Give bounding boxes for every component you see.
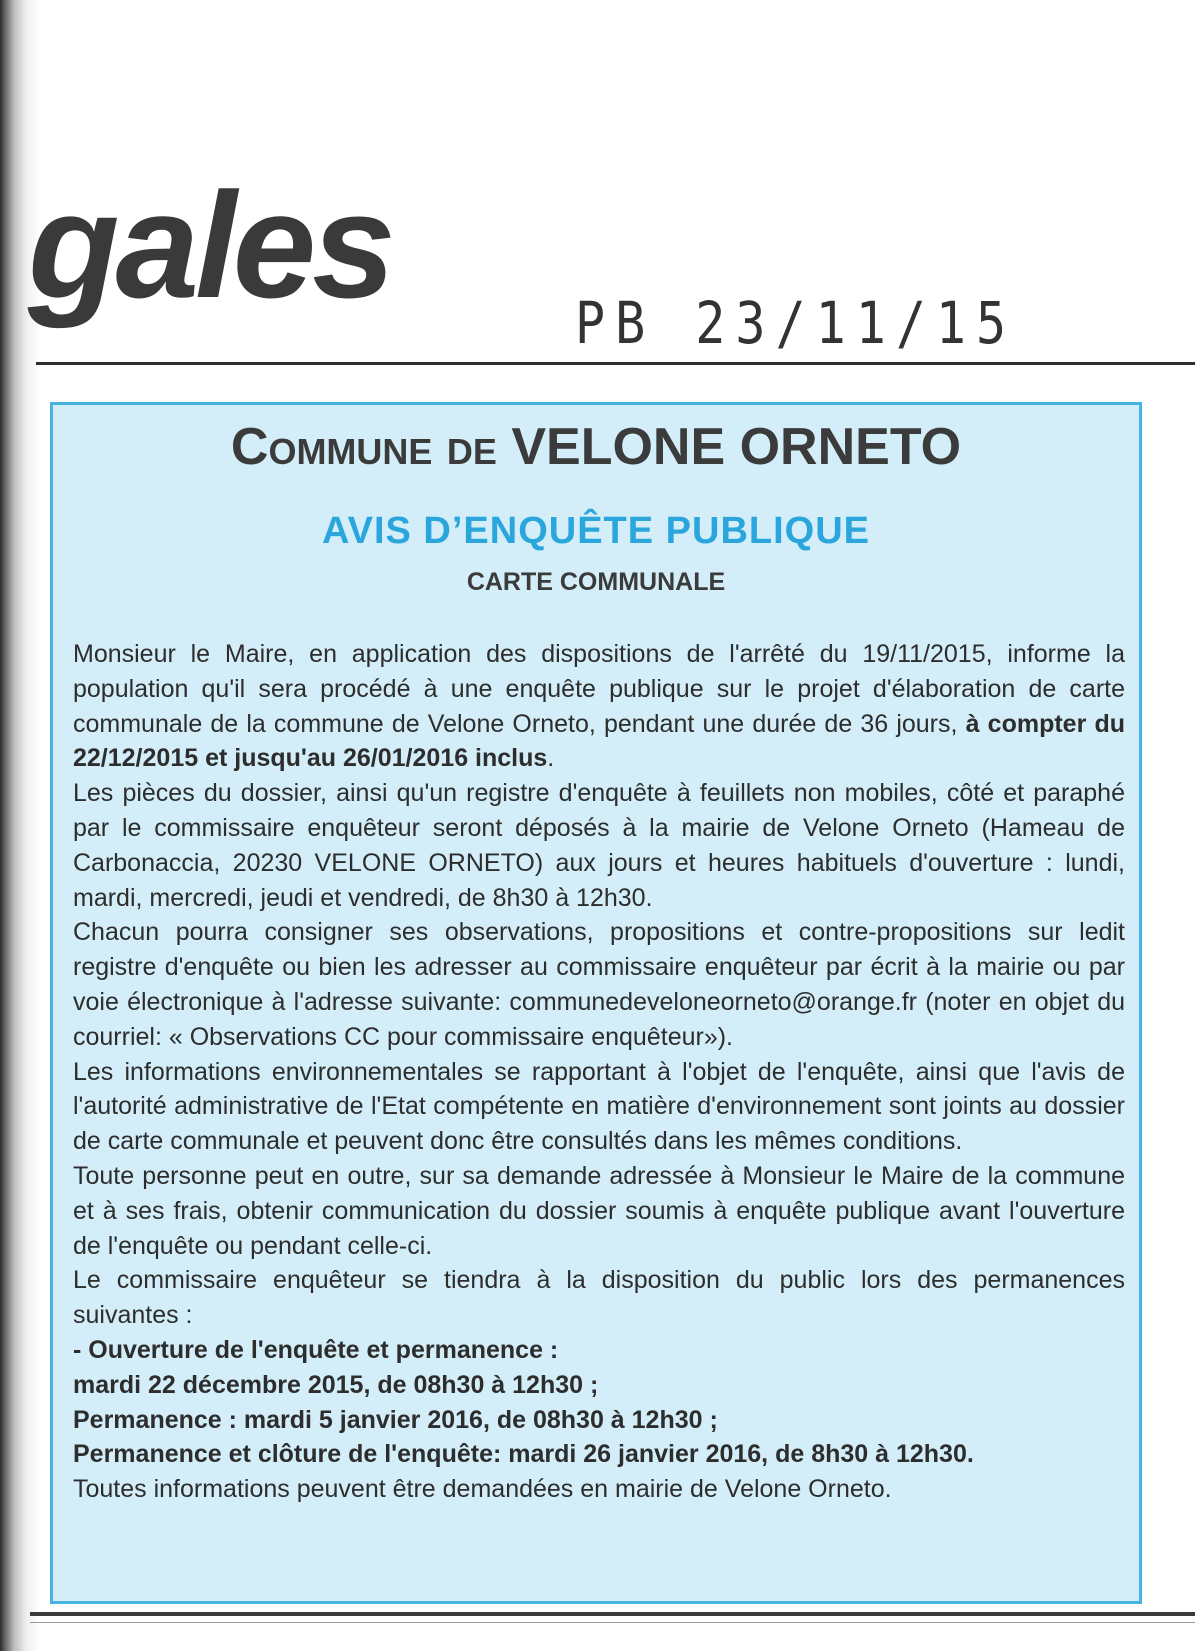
permanence-opening-title: - Ouverture de l'enquête et permanence : (73, 1335, 559, 1364)
paragraph-intro (73, 637, 1125, 776)
permanence-second: Permanence : mardi 5 janvier 2016, de 08h30 à 12h30 ; (73, 1405, 718, 1434)
paragraph-intro-end: . (547, 744, 555, 773)
permanence-opening-date: mardi 22 décembre 2015, de 08h30 à 12h30 ; (73, 1370, 599, 1399)
paragraph-dossier: Les pièces du dossier, ainsi qu'un registre d'enquête à feuillets non mobiles, côté et paraphé par le commissaire enquêteur seront déposés à la mairie de Velone Orneto (Hameau de Carbonaccia, 20230 VELONE ORNETO) aux jours et heures habituels d'ouverture : lundi, mardi, mercredi, jeudi et vendredi, de 8h30 à 12h30. (73, 779, 1125, 912)
notice-body (73, 637, 1125, 1507)
footer-divider-thin (30, 1622, 1195, 1623)
closing-line: Toutes informations peuvent être demandées en mairie de Velone Orneto. (73, 1475, 892, 1504)
footer-divider (30, 1612, 1195, 1616)
paragraph-intro-text: Monsieur le Maire, en application des dispositions de l'arrêté du 19/11/2015, informe la population qu'il sera procédé à une enquête publique sur le projet d'élaboration de carte communale de la commune de Velone Orneto, pendant une durée de 36 jours, (73, 640, 1125, 738)
handwritten-date-note: PB 23/11/15 (575, 290, 1017, 357)
paragraph-permanences: Le commissaire enquêteur se tiendra à la disposition du public lors des permanences suivantes : (73, 1266, 1125, 1330)
paragraph-environment: Les informations environnementales se rapportant à l'objet de l'enquête, ainsi que l'avis de l'autorité administrative de l'Etat compétente en matière d'environnement sont joints au dossier de carte communale et peuvent donc être consultés dans les mêmes conditions. (73, 1057, 1125, 1156)
public-notice-box (50, 402, 1142, 1604)
paragraph-observations: Chacun pourra consigner ses observations, propositions et contre-propositions sur ledit registre d'enquête ou bien les adresser au commissaire enquêteur par écrit à la mairie ou par voie électronique à l'adresse suivante: communedeveloneorneto@orange.fr (noter en objet du courriel: « Observations CC pour commissaire enquêteur»). (73, 918, 1125, 1051)
header-divider (36, 362, 1195, 365)
notice-title: AVIS D’ENQUÊTE PUBLIQUE (321, 510, 871, 552)
commune-title: Commune de VELONE ORNETO (230, 418, 962, 476)
section-header-word: gales (28, 161, 392, 329)
notice-subtitle: CARTE COMMUNALE (466, 568, 726, 596)
enquiry-period: à compter du 22/12/2015 et jusqu'au 26/01/2016 inclus (73, 709, 1125, 773)
permanence-closing: Permanence et clôture de l'enquête: mardi 26 janvier 2016, de 8h30 à 12h30. (73, 1440, 974, 1469)
paragraph-communication: Toute personne peut en outre, sur sa demande adressée à Monsieur le Maire de la commune et à ses frais, obtenir communication du dossier soumis à enquête publique avant l'ouverture de l'enquête ou pendant celle-ci. (73, 1161, 1125, 1260)
